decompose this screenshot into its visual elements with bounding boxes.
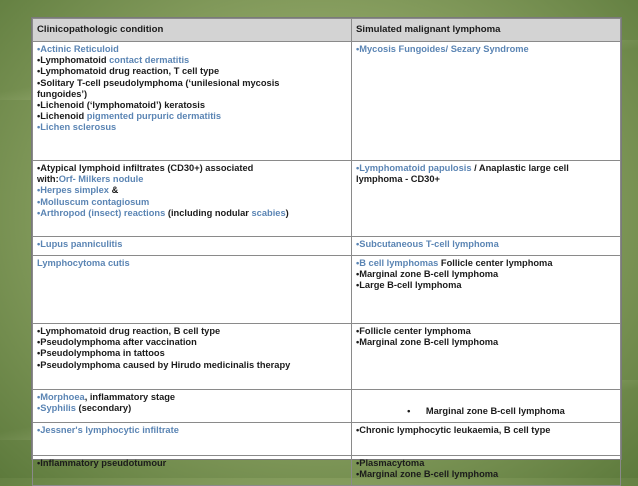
- cell-line: [37, 55, 347, 66]
- condition-cell: [33, 390, 352, 423]
- column-header-condition: Clinicopathologic condition: [33, 19, 352, 42]
- cell-text: •Lymphomatoid drug reaction, T cell type: [37, 66, 220, 77]
- cell-text: with:: [37, 174, 59, 185]
- condition-cell: [33, 324, 352, 390]
- linked-term: •Lichen sclerosus: [37, 122, 117, 133]
- condition-cell: [33, 423, 352, 456]
- table-row: [33, 161, 621, 237]
- condition-cell: [33, 42, 352, 161]
- cell-text: fungoides’): [37, 88, 88, 99]
- lymphoma-cell: [352, 237, 621, 256]
- cell-text: •Lymphomatoid: [37, 55, 110, 66]
- cell-text: •Atypical lymphoid infiltrates (CD30+) associated: [37, 163, 254, 173]
- table-row: [33, 256, 621, 324]
- linked-term: •Arthropod (insect) reactions: [37, 207, 166, 218]
- table-row: [33, 237, 621, 256]
- cell-line: [37, 425, 347, 436]
- cell-line: [356, 163, 616, 174]
- lymphoma-cell: [352, 324, 621, 390]
- cell-line: [356, 258, 616, 269]
- linked-term: pigmented purpuric dermatitis: [86, 111, 222, 122]
- linked-term: •B cell lymphomas: [356, 258, 439, 268]
- cell-line: [37, 258, 347, 269]
- table-row: [33, 423, 621, 456]
- cell-text: •Lichenoid (‘lymphomatoid’) keratosis: [37, 100, 206, 111]
- cell-text: •Pseudolymphoma in tattoos: [37, 348, 165, 359]
- lymphoma-cell: [352, 423, 621, 456]
- table-row: [33, 456, 621, 486]
- cell-text: •Inflammatory pseudotumour: [37, 458, 167, 468]
- linked-term: •Morphoea: [37, 392, 85, 402]
- cell-line: [356, 44, 616, 55]
- condition-cell: [33, 237, 352, 256]
- linked-term: Orf- Milkers nodule: [58, 174, 144, 185]
- cell-text: •Pseudolymphoma caused by Hirudo medicinalis therapy: [37, 359, 291, 370]
- cell-text: (secondary): [75, 403, 132, 414]
- condition-cell: [33, 256, 352, 324]
- condition-cell: [33, 456, 352, 486]
- cell-line: [37, 122, 347, 133]
- cell-text: ): [285, 207, 289, 218]
- cell-line: [356, 406, 616, 417]
- linked-term: Lymphocytoma cutis: [37, 258, 130, 268]
- cell-line: [37, 337, 347, 348]
- cell-line: [37, 100, 347, 111]
- cell-line: [356, 280, 616, 291]
- cell-line: [356, 174, 616, 185]
- lymphoma-cell: [352, 456, 621, 486]
- linked-term: contact dermatitis: [109, 55, 190, 66]
- table-row: [33, 42, 621, 161]
- table-row: [33, 390, 621, 423]
- column-header-lymphoma: Simulated malignant lymphoma: [352, 19, 621, 42]
- cell-line: [37, 348, 347, 359]
- linked-term: •Jessner's lymphocytic infiltrate: [37, 425, 179, 435]
- cell-line: [37, 163, 347, 174]
- lymphoma-cell: [352, 256, 621, 324]
- linked-term: •Actinic Reticuloid: [37, 44, 119, 54]
- cell-text: lymphoma - CD30+: [356, 174, 440, 185]
- cell-line: [37, 403, 347, 414]
- linked-term: •Lymphomatoid papulosis: [356, 163, 472, 173]
- cell-line: [37, 458, 347, 469]
- cell-line: [356, 239, 616, 250]
- cell-text: , inflammatory stage: [84, 392, 176, 402]
- cell-text: / Anaplastic large cell: [471, 163, 569, 173]
- cell-line: [37, 360, 347, 371]
- cell-text: •Large B-cell lymphoma: [356, 280, 462, 291]
- cell-line: [37, 197, 347, 208]
- cell-text: •Marginal zone B-cell lymphoma: [356, 269, 499, 280]
- linked-term: •Syphilis: [37, 403, 76, 414]
- linked-term: •Herpes simplex: [37, 185, 109, 196]
- cell-text: (including nodular: [165, 207, 252, 218]
- cell-line: [37, 185, 347, 196]
- cell-line: [37, 174, 347, 185]
- linked-term: •Subcutaneous T-cell lymphoma: [356, 239, 499, 249]
- lymphoma-cell: [352, 42, 621, 161]
- cell-text: •Marginal zone B-cell lymphoma: [356, 469, 499, 480]
- cell-line: [37, 326, 347, 337]
- lymphoma-table: [31, 17, 622, 480]
- cell-line: [37, 208, 347, 219]
- cell-text: •Marginal zone B-cell lymphoma: [356, 337, 499, 348]
- linked-term: •Lupus panniculitis: [37, 239, 123, 249]
- cell-text: Follicle center lymphoma: [438, 258, 553, 268]
- cell-text: • Marginal zone B-cell lymphoma: [407, 405, 565, 416]
- cell-line: [37, 78, 347, 89]
- lymphoma-cell: [352, 390, 621, 423]
- cell-text: •Follicle center lymphoma: [356, 326, 471, 336]
- linked-term: •Mycosis Fungoides/ Sezary Syndrome: [356, 44, 529, 54]
- cell-text: •Plasmacytoma: [356, 458, 425, 468]
- cell-line: [356, 425, 616, 436]
- cell-line: [37, 66, 347, 77]
- cell-line: [37, 239, 347, 250]
- cell-line: [356, 269, 616, 280]
- cell-text: •Solitary T-cell pseudolymphoma (‘unilesional mycosis: [37, 77, 280, 88]
- cell-line: [37, 111, 347, 122]
- table-header-row: [33, 19, 621, 42]
- cell-text: •Chronic lymphocytic leukaemia, B cell type: [356, 425, 551, 435]
- cell-text: •Lymphomatoid drug reaction, B cell type: [37, 326, 221, 336]
- cell-line: [37, 392, 347, 403]
- cell-line: [37, 89, 347, 100]
- linked-term: •Molluscum contagiosum: [37, 196, 150, 207]
- cell-line: [37, 44, 347, 55]
- cell-text: &: [108, 185, 119, 196]
- cell-line: [356, 469, 616, 480]
- cell-text: •Pseudolymphoma after vaccination: [37, 337, 197, 348]
- cell-line: [356, 326, 616, 337]
- cell-text: •Lichenoid: [37, 111, 87, 122]
- cell-line: [356, 458, 616, 469]
- linked-term: scabies: [251, 207, 286, 218]
- lymphoma-cell: [352, 161, 621, 237]
- condition-cell: [33, 161, 352, 237]
- cell-line: [356, 337, 616, 348]
- table-row: [33, 324, 621, 390]
